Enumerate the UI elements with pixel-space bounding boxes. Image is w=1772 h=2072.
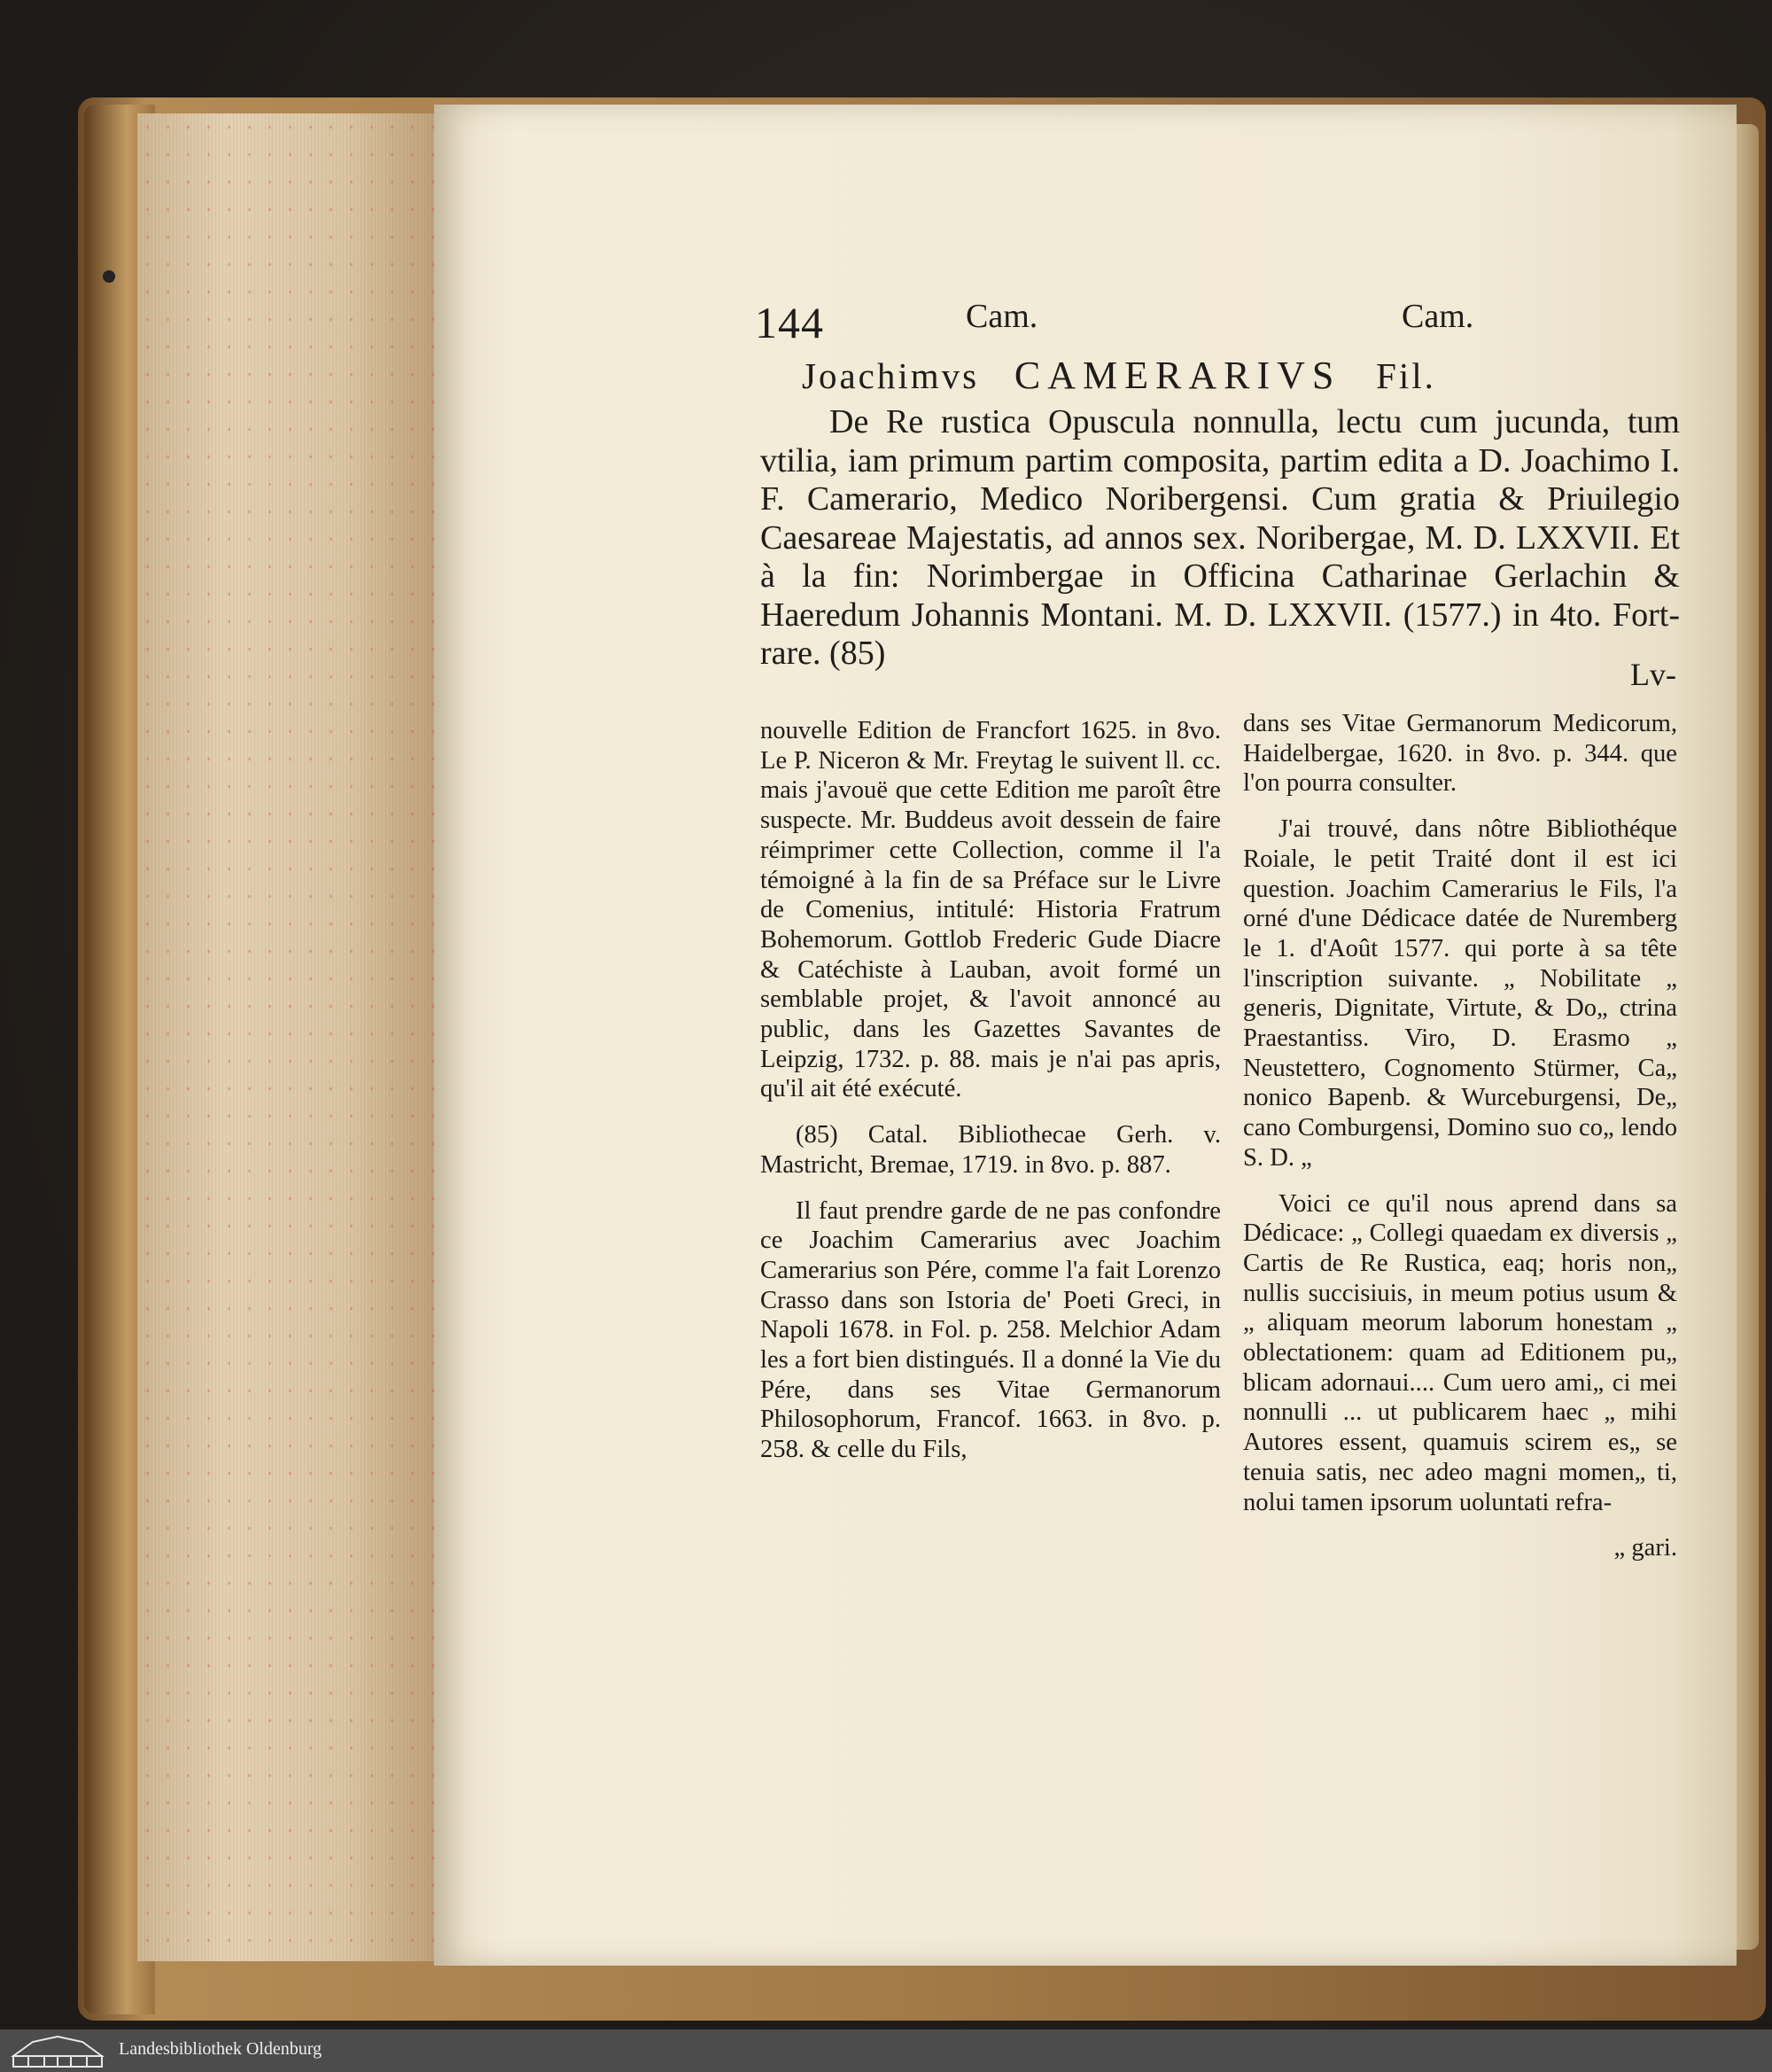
right-column-paragraph: J'ai trouvé, dans nôtre Bibliothéque Roiale, le petit Traité dont il est ici question. Joachim Camerarius le Fils, l'a orné d'une Dédicace datée de Nuremberg le 1. d'Août 1577. qui porte à sa tête l'inscription suivante. „ Nobilitate „ generis, Dignitate, Virtute, & Do„ ctrina Praestantiss. Viro, D. Erasmo „ Neustettero, Cognomento Stürmer, Ca„ nonico Bapenb. & Wurceburgensi, De„ cano Comburgensi, Domino suo co„ lendo S. D. „ bbox=[1243, 815, 1677, 1172]
left-column-paragraph: Il faut prendre garde de ne pas confondre ce Joachim Camerarius avec Joachim Camerarius son Pére, comme l'a fait Lorenzo Crasso dans son Istoria de' Poeti Greci, in Napoli 1678. in Fol. p. 258. Melchior Adam les a fort bien distingués. Il a donné la Vie du Pére, dans ses Vitae Germanorum Philosophorum, Francof. 1663. in 8vo. p. 258. & celle du Fils, bbox=[760, 1196, 1221, 1464]
catchword-main: Lv- bbox=[1630, 657, 1676, 692]
page-block-edge bbox=[137, 113, 436, 1961]
entry-title-first: Joachimvs bbox=[802, 355, 980, 396]
running-head-left: Cam. bbox=[966, 298, 1038, 335]
running-head-right: Cam. bbox=[1402, 298, 1474, 335]
left-column-paragraph: nouvelle Edition de Francfort 1625. in 8vo. Le P. Niceron & Mr. Freytag le suivent ll. cc. mais j'avouë que cette Edition me paroît être suspecte. Mr. Buddeus avoit dessein de faire réimprimer cette Collection, comme il l'a témoigné à la fin de sa Préface sur le Livre de Comenius, intitulé: Historia Fratrum Bohemorum. Gottlob Frederic Gude Diacre & Catéchiste à Lauban, avoit formé un semblable projet, & l'avoit annoncé au public, dans les Gazettes Savantes de Leipzig, 1732. p. 88. mais je n'ai pas apris, qu'il ait été exécuté. bbox=[760, 717, 1221, 1103]
right-column-paragraph: dans ses Vitae Germanorum Medicorum, Haidelbergae, 1620. in 8vo. p. 344. que l'on pourra consulter. bbox=[1243, 710, 1677, 798]
entry-title-name: CAMERARIVS bbox=[1014, 354, 1341, 397]
library-name[interactable]: Landesbibliothek Oldenburg bbox=[119, 2039, 323, 2059]
page-number: 144 bbox=[755, 298, 824, 347]
sprinkled-edge-pattern bbox=[137, 113, 434, 1961]
library-building-icon bbox=[11, 2033, 105, 2068]
entry-main-text bbox=[760, 403, 1680, 674]
main-paragraph: De Re rustica Opuscula nonnulla, lectu cum jucunda, tum vtilia, iam primum partim composita, partim edita a D. Joachimo I. F. Camerario, Medico Noribergensi. Cum gratia & Priuilegio Caesareae Majestatis, ad annos sex. Noribergae, M. D. LXXVII. Et à la fin: Norimbergae in Officina Catharinae Gerlachin & Haeredum Johannis Montani. M. D. LXXVII. (1577.) in 4to. Fort-rare. (85) bbox=[760, 403, 1680, 672]
viewer-footer bbox=[0, 2029, 1772, 2072]
right-column-paragraph: Voici ce qu'il nous aprend dans sa Dédicace: „ Collegi quaedam ex diversis „ Cartis de Re Rustica, eaq; horis non„ nullis succisiuis, in meum potius usum & „ aliquam meorum laborum honestam „ oblectationem: quam ad Editionem pu„ blicam adornaui.... Cum uero ami„ ci mei nonnulli ... ut publicarem haec „ mihi Autores essent, quamuis scirem es„ se tenuia satis, nec adeo magni momen„ ti, nolui tamen ipsorum uoluntati refra- bbox=[1243, 1189, 1677, 1516]
left-column bbox=[760, 716, 1221, 1481]
catchword-column: „ gari. bbox=[1613, 1534, 1677, 1562]
footnote-85: (85) Catal. Bibliothecae Gerh. v. Mastricht, Bremae, 1719. in 8vo. p. 887. bbox=[760, 1121, 1221, 1179]
entry-title-suffix: Fil. bbox=[1376, 355, 1436, 396]
entry-title bbox=[802, 353, 1436, 398]
binding-nail bbox=[103, 270, 115, 283]
right-column bbox=[1243, 709, 1677, 1563]
